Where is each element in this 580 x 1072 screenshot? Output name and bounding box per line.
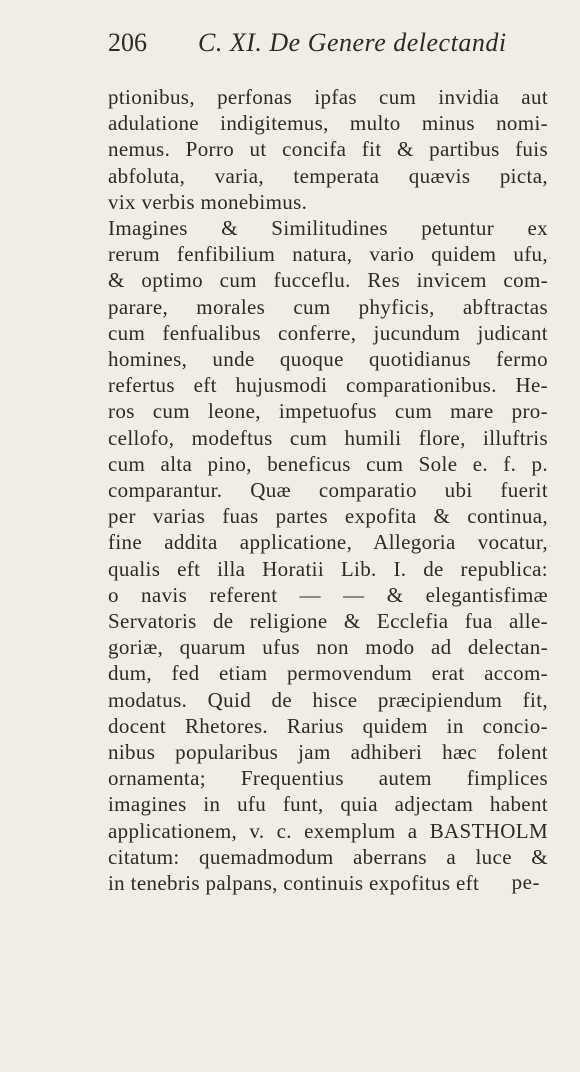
- text-line: comparantur. Quæ comparatio ubi fuerit: [108, 478, 548, 503]
- text-line: rerum fenfibilium natura, vario quidem ufu,: [108, 242, 548, 267]
- catchword: pe-: [511, 870, 540, 894]
- text-line: citatum: quemadmodum aberrans a luce &: [108, 844, 548, 869]
- text-line: modatus. Quid de hisce præcipiendum fit,: [108, 687, 548, 712]
- text-line: qualis eft illa Horatii Lib. I. de republica:: [108, 556, 548, 581]
- text-line: cum alta pino, beneficus cum Sole e. f. p.: [108, 451, 548, 476]
- text-line: homines, unde quoque quotidianus fermo: [108, 347, 548, 372]
- text-line: refertus eft hujusmodi comparationibus. He-: [108, 373, 548, 398]
- running-title: C. XI. De Genere delectandi: [198, 28, 507, 57]
- text-line: o navis referent — — & elegantisfimæ: [108, 582, 548, 607]
- text-line: nemus. Porro ut concifa fit & partibus fuis: [108, 137, 548, 162]
- text-line: goriæ, quarum ufus non modo ad delectan-: [108, 635, 548, 660]
- text-line: Imagines & Similitudines petuntur ex: [108, 216, 548, 241]
- page-number: 206: [108, 28, 147, 57]
- text-line: imagines in ufu funt, quia adjectam habent: [108, 792, 548, 817]
- text-line: ornamenta; Frequentius autem fimplices: [108, 766, 548, 791]
- text-line: adulatione indigitemus, multo minus nomi-: [108, 111, 548, 136]
- text-line: abfoluta, varia, temperata quævis picta,: [108, 163, 548, 188]
- text-line: vix verbis monebimus.: [108, 189, 308, 214]
- running-head: [108, 28, 520, 58]
- text-line: Servatoris de religione & Ecclefia fua alle-: [108, 609, 548, 634]
- text-line: parare, morales cum phyficis, abftractas: [108, 294, 548, 319]
- text-line: docent Rhetores. Rarius quidem in concio-: [108, 713, 548, 738]
- text-line: cum fenfualibus conferre, jucundum judicant: [108, 320, 548, 345]
- text-line: dum, fed etiam permovendum erat accom-: [108, 661, 548, 686]
- text-line: per varias fuas partes expofita & continua,: [108, 504, 548, 529]
- text-line: nibus popularibus jam adhiberi hæc folent: [108, 740, 548, 765]
- body-text: [108, 84, 548, 896]
- text-line: applicationem, v. c. exemplum a BASTHOLM: [108, 818, 548, 843]
- text-line: ptionibus, perfonas ipfas cum invidia aut: [108, 85, 548, 109]
- text-line: ros cum leone, impetuofus cum mare pro-: [108, 399, 548, 424]
- text-line: & optimo cum fucceflu. Res invicem com-: [108, 268, 548, 293]
- text-line: fine addita applicatione, Allegoria vocatur,: [108, 530, 548, 555]
- text-line: in tenebris palpans, continuis expofitus eft: [108, 871, 480, 896]
- text-line: cellofo, modeftus cum humili flore, illuftris: [108, 425, 548, 450]
